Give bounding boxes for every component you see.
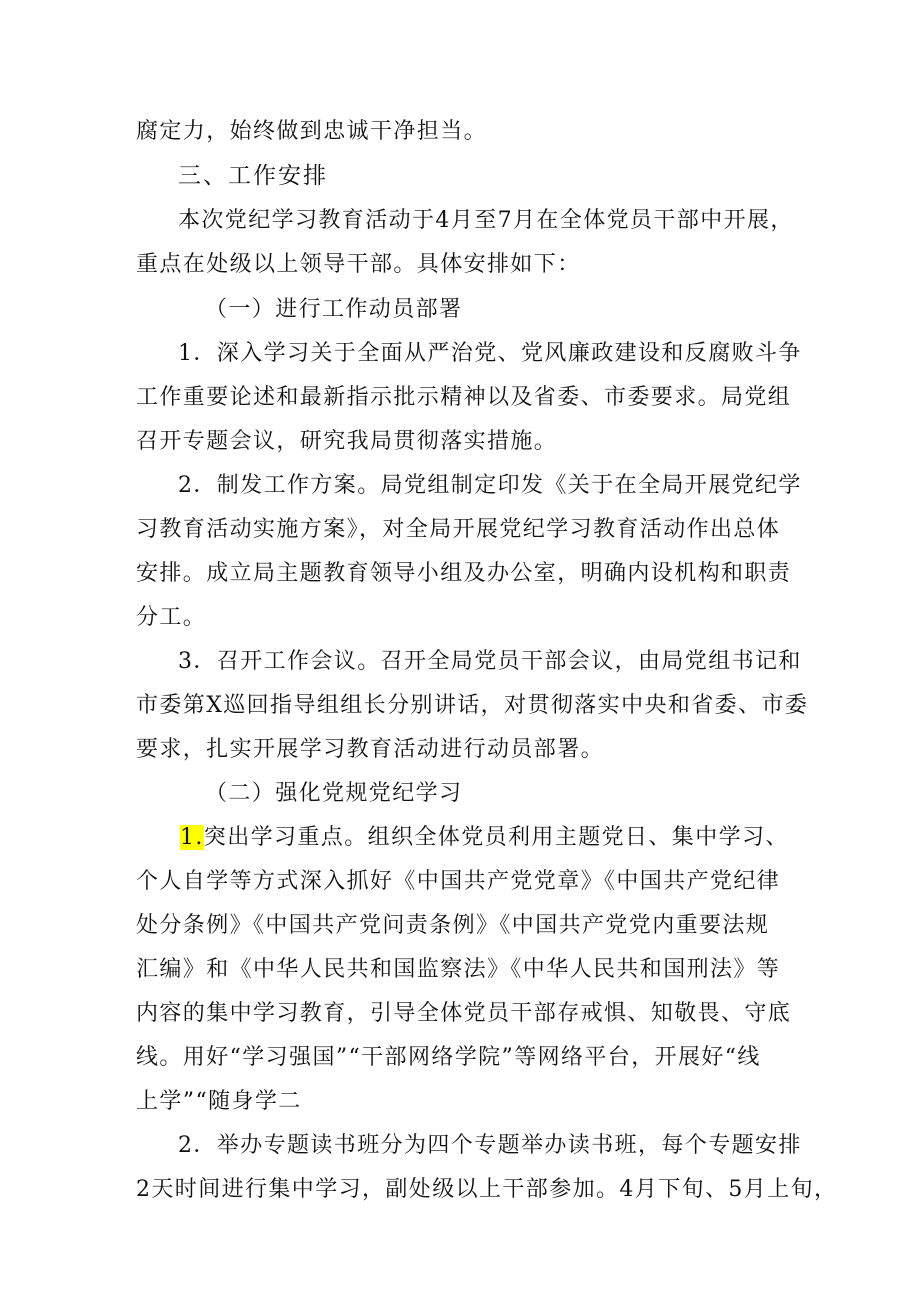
body-line: 腐定力，始终做到忠诚干净担当。 xyxy=(136,119,488,144)
body-line: 安排。成立局主题教育领导小组及办公室，明确内设机构和职责 xyxy=(136,561,792,586)
subsection-heading: （一）进行工作动员部署 xyxy=(205,297,463,322)
body-line: 线。用好“学习强国”“干部网络学院”等网络平台，开展好“线 xyxy=(136,1045,761,1070)
body-line: 市委第X巡回指导组组长分别讲话，对贯彻落实中央和省委、市委 xyxy=(136,693,809,718)
body-line: 习教育活动实施方案》，对全局开展党纪学习教育活动作出总体 xyxy=(136,517,781,542)
body-line: 分工。 xyxy=(136,605,207,630)
body-line: 内容的集中学习教育，引导全体党员干部存戒惧、知敬畏、守底 xyxy=(136,1001,792,1026)
body-line: 工作重要论述和最新指示批示精神以及省委、市委要求。局党组 xyxy=(136,385,792,410)
body-line: 3．召开工作会议。召开全局党员干部会议，由局党组书记和 xyxy=(178,649,802,674)
section-heading: 三、工作安排 xyxy=(178,163,328,189)
highlighted-number: 1. xyxy=(180,825,204,850)
body-line: 个人自学等方式深入抓好《中国共产党党章》《中国共产党纪律 xyxy=(136,869,781,894)
body-line: 2．举办专题读书班分为四个专题举办读书班，每个专题安排 xyxy=(178,1133,802,1158)
body-line: 2．制发工作方案。局党组制定印发《关于在全局开展党纪学 xyxy=(178,473,802,498)
body-line: 2天时间进行集中学习，副处级以上干部参加。4月下旬、5月上旬， xyxy=(136,1177,838,1202)
body-line: 1．深入学习关于全面从严治党、党风廉政建设和反腐败斗争 xyxy=(178,341,802,366)
body-line-highlighted xyxy=(180,822,796,854)
body-line: 处分条例》《中国共产党问责条例》《中国共产党党内重要法规 xyxy=(136,913,770,938)
subsection-heading: （二）强化党规党纪学习 xyxy=(205,781,463,806)
body-line: 汇编》和《中华人民共和国监察法》《中华人民共和国刑法》等 xyxy=(136,957,781,982)
body-line: 召开专题会议，研究我局贯彻落实措施。 xyxy=(136,429,558,454)
body-line: 要求，扎实开展学习教育活动进行动员部署。 xyxy=(136,737,605,762)
body-line: 上学”“随身学二 xyxy=(136,1089,302,1114)
body-line: 重点在处级以上领导干部。具体安排如下： xyxy=(136,252,581,277)
body-line: 本次党纪学习教育活动于4月至7月在全体党员干部中开展， xyxy=(178,208,794,233)
highlighted-line-text: 突出学习重点。组织全体党员利用主题党日、集中学习、 xyxy=(203,825,789,850)
